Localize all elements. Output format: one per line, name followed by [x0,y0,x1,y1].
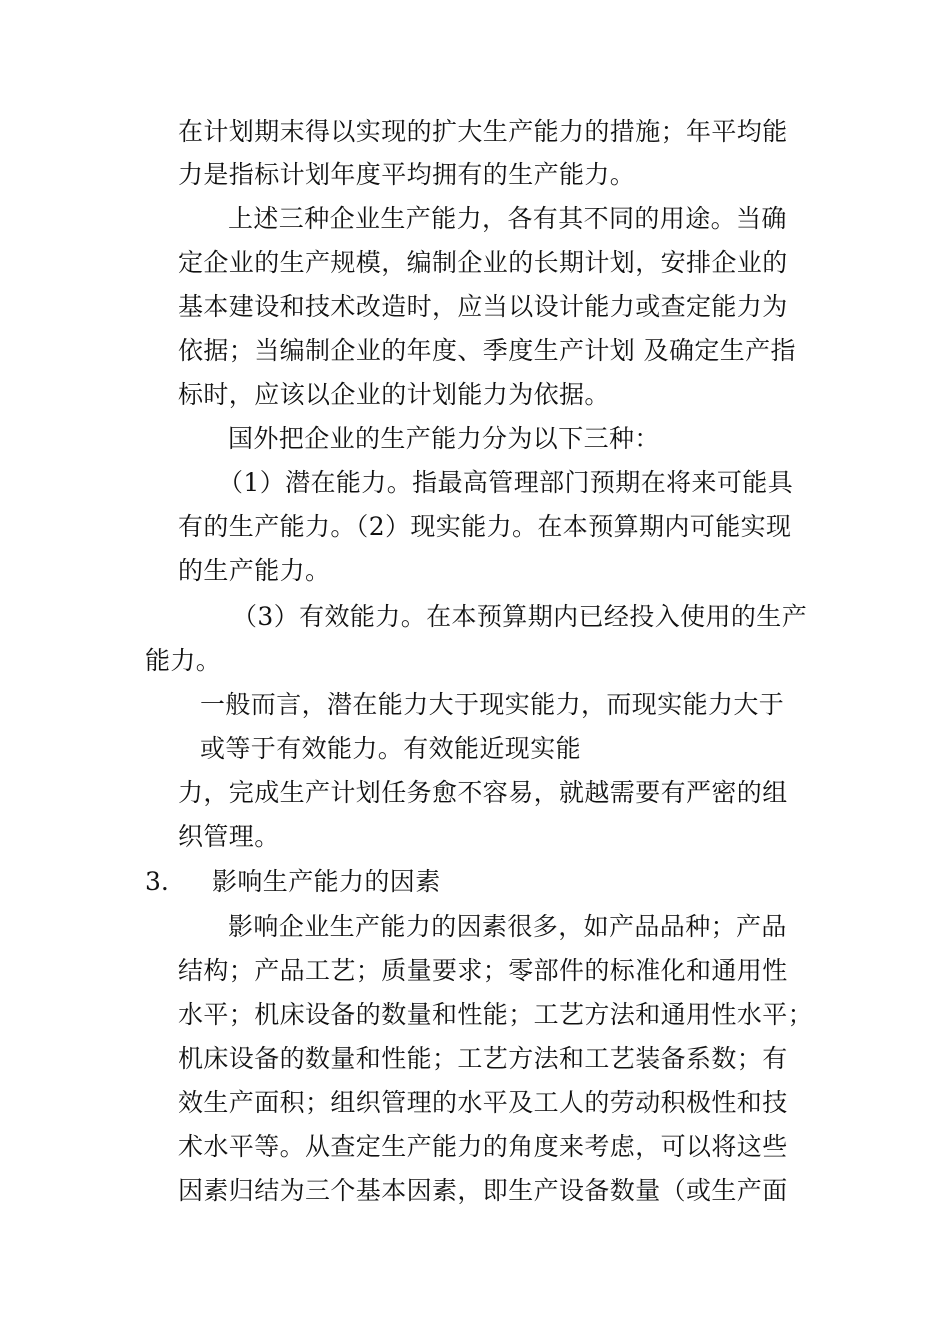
heading-number: 3. [145,867,169,896]
text-line: 结构；产品工艺；质量要求；零部件的标准化和通用性 [178,956,788,985]
text-line: （1）潜在能力。指最高管理部门预期在将来可能具 [218,468,794,497]
text-line: 力是指标计划年度平均拥有的生产能力。 [178,160,636,189]
text-line: （3）有效能力。在本预算期内已经投入使用的生产 [232,602,808,631]
text-line: 定企业的生产规模，编制企业的长期计划，安排企业的 [178,248,788,277]
text-line: 术水平等。从查定生产能力的角度来考虑，可以将这些 [178,1132,788,1161]
text-line: 织管理。 [178,822,280,851]
text-line: 一般而言，潜在能力大于现实能力，而现实能力大于 [200,690,785,719]
text-line: 影响企业生产能力的因素很多，如产品品种；产品 [228,912,787,941]
text-line: 国外把企业的生产能力分为以下三种： [228,424,660,453]
text-line: 或等于有效能力。有效能近现实能 [200,734,582,763]
text-line: 有的生产能力。（2）现实能力。在本预算期内可能实现 [178,512,792,541]
text-line: 力，完成生产计划任务愈不容易，就越需要有严密的组 [178,778,788,807]
section-heading: 影响生产能力的因素 [212,867,441,896]
text-line: 因素归结为三个基本因素，即生产设备数量（或生产面 [178,1176,788,1205]
text-line: 基本建设和技术改造时，应当以设计能力或查定能力为 [178,292,788,321]
text-line: 依据；当编制企业的年度、季度生产计划 及确定生产指 [178,336,796,365]
text-line: 在计划期末得以实现的扩大生产能力的措施；年平均能 [178,117,788,146]
text-line: 机床设备的数量和性能；工艺方法和工艺装备系数；有 [178,1044,788,1073]
text-line: 的生产能力。 [178,556,331,585]
text-line: 效生产面积；组织管理的水平及工人的劳动积极性和技 [178,1088,788,1117]
text-line: 能力。 [145,646,222,675]
text-line: 标时，应该以企业的计划能力为依据。 [178,380,610,409]
text-line: 上述三种企业生产能力，各有其不同的用途。当确 [228,204,787,233]
text-line: 水平；机床设备的数量和性能；工艺方法和通用性水平； [178,1000,814,1029]
